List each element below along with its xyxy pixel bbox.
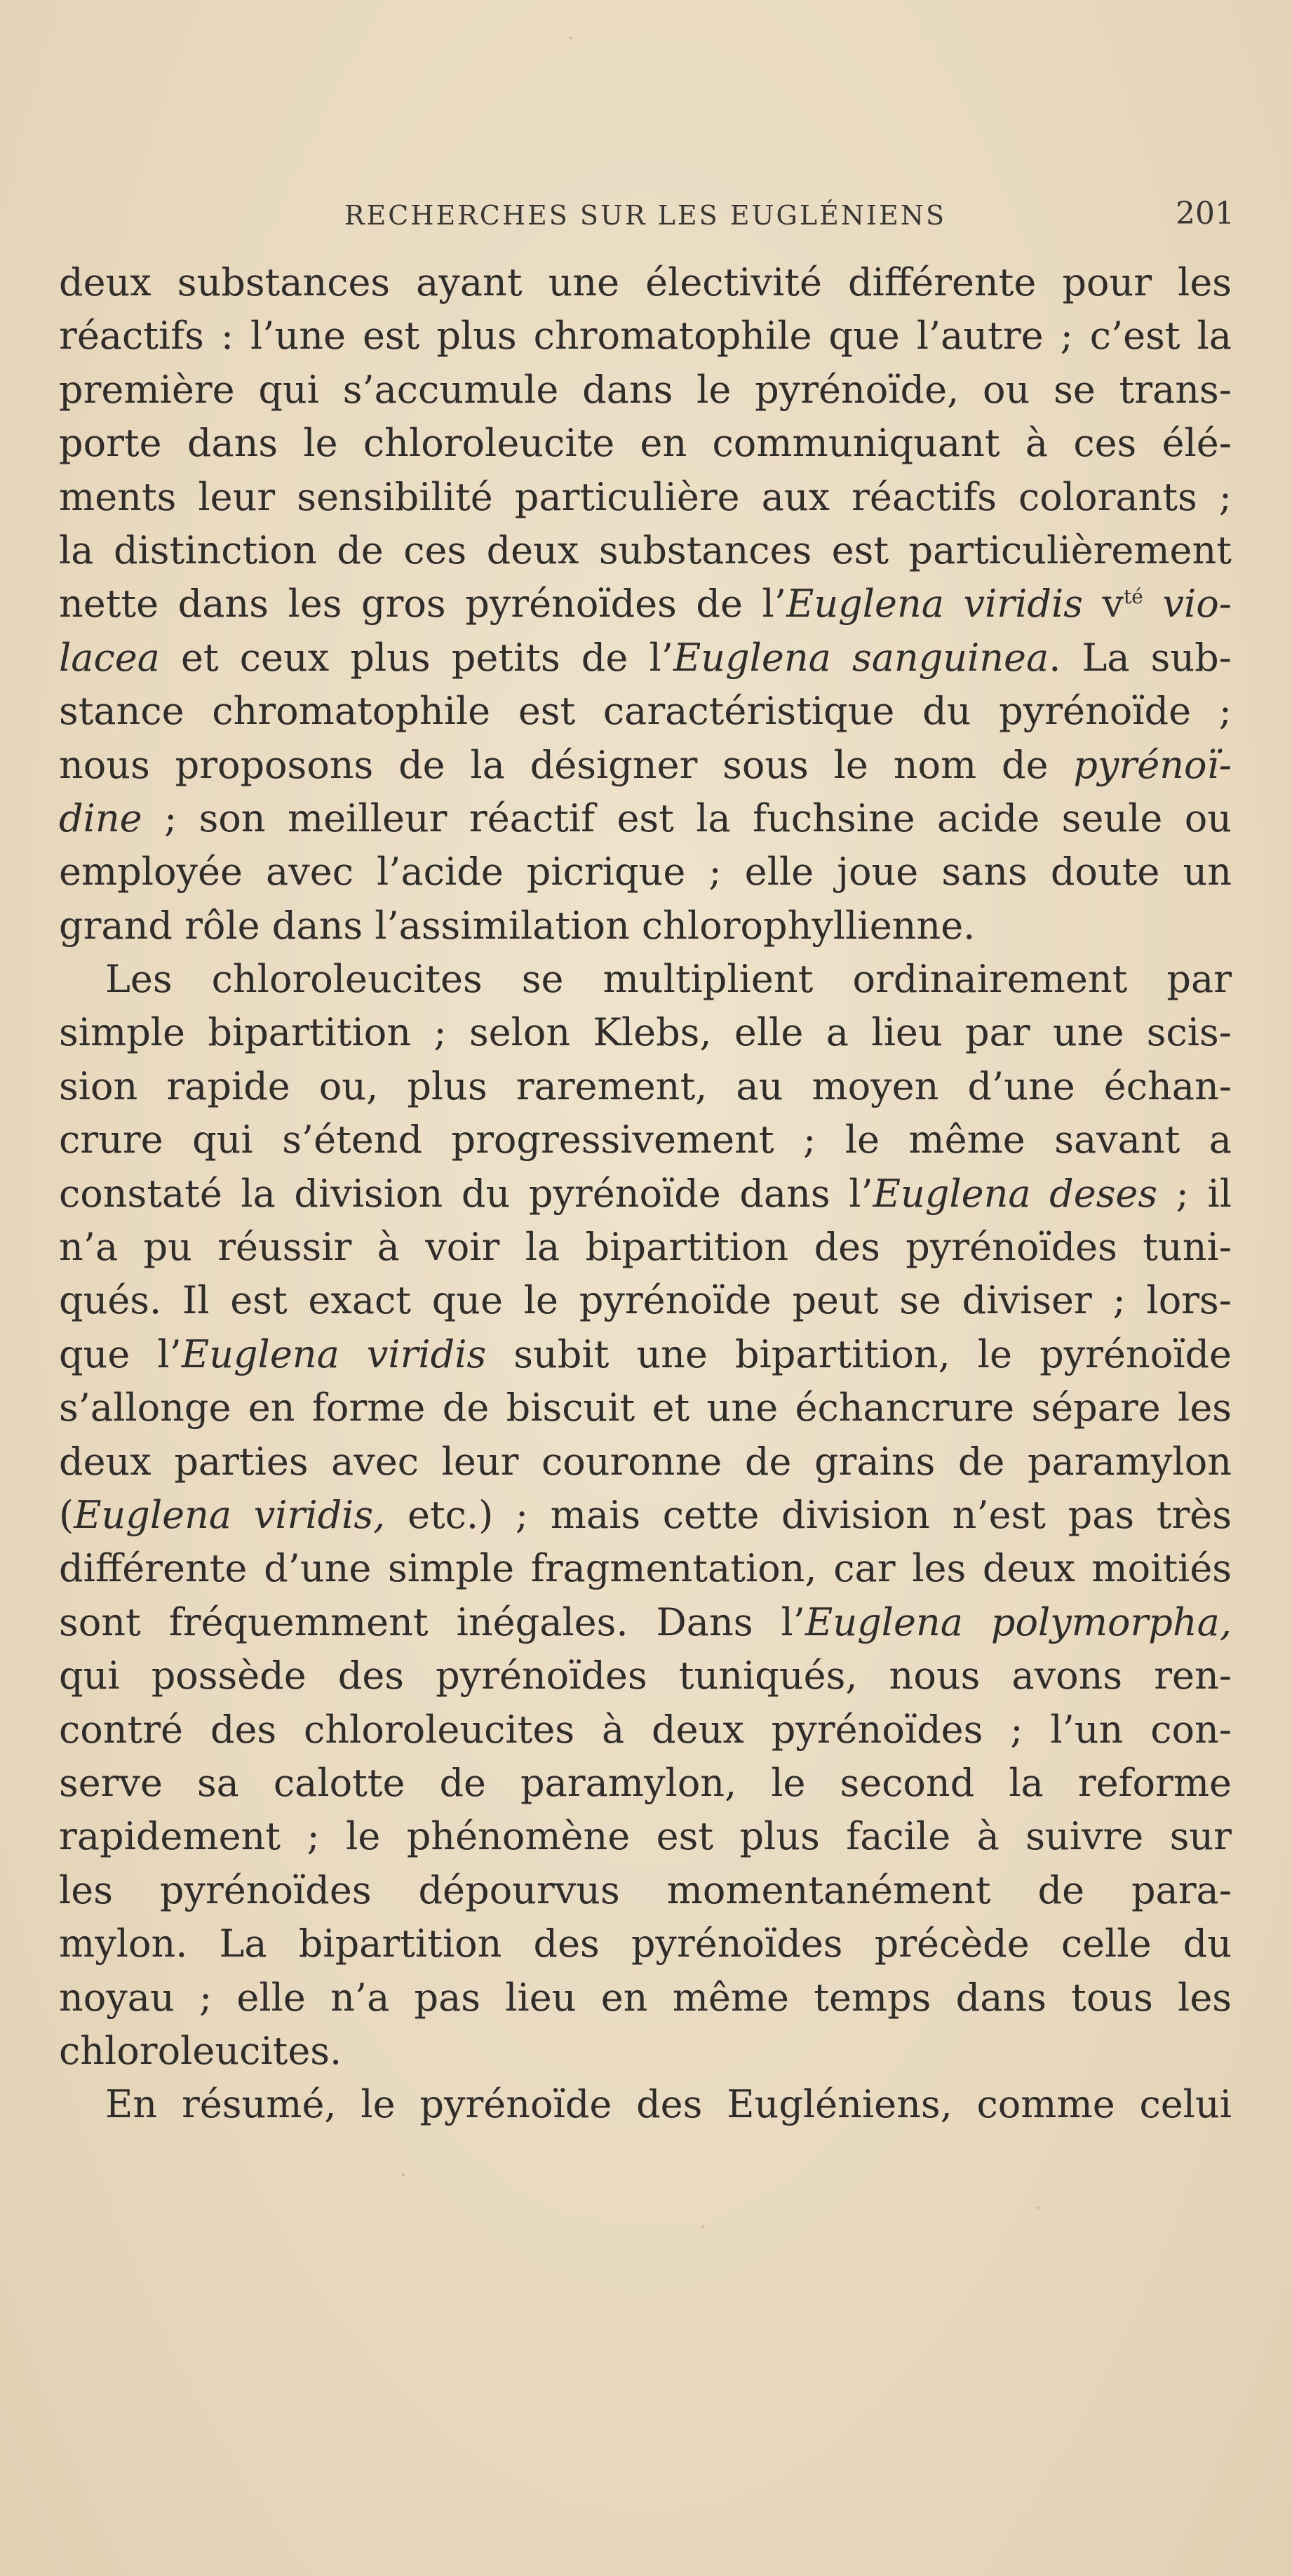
text-run: En résumé, le pyrénoïde des Eugléniens, comme celui [105, 2082, 1232, 2127]
text-line [59, 631, 1232, 685]
text-run: . La sub- [1049, 635, 1232, 680]
page-number: 201 [1176, 196, 1234, 232]
italic-term: dine [59, 796, 142, 840]
text-run: deux parties avec leur couronne de grains de paramylon [59, 1439, 1232, 1484]
text-line [59, 1971, 1232, 2025]
text-line [59, 1489, 1232, 1542]
text-run [1143, 582, 1163, 626]
text-run: crure qui s’étend progressivement ; le même savant a [59, 1118, 1232, 1162]
text-run: contré des chloroleucites à deux pyrénoïdes ; l’un con- [59, 1707, 1232, 1752]
text-line [59, 845, 1232, 899]
text-line [59, 417, 1232, 470]
text-line [59, 1274, 1232, 1327]
paper-speck [570, 36, 572, 39]
text-line [59, 1703, 1232, 1757]
italic-term: lacea [59, 635, 160, 680]
italic-term: pyrénoï- [1073, 742, 1232, 787]
text-run: ; son meilleur réactif est la fuchsine acide seule ou [142, 796, 1232, 840]
text-run: noyau ; elle n’a pas lieu en même temps dans tous les [59, 1975, 1232, 2020]
text-line [59, 1757, 1232, 1810]
text-line [59, 1810, 1232, 1863]
text-line [59, 1381, 1232, 1435]
text-run: stance chromatophile est caractéristique du pyrénoïde ; [59, 689, 1232, 734]
text-run: que l’ [59, 1331, 182, 1376]
text-run: et ceux plus petits de l’ [159, 635, 673, 680]
text-line [59, 2025, 1232, 2078]
text-line [59, 1864, 1232, 1917]
text-run: qués. Il est exact que le pyrénoïde peut se diviser ; lors- [59, 1278, 1232, 1323]
italic-term: Euglena viridis, [74, 1492, 386, 1537]
text-run: subit une bipartition, le pyrénoïde [486, 1331, 1232, 1376]
text-run: constaté la division du pyrénoïde dans l’ [59, 1171, 873, 1216]
text-line [59, 685, 1232, 738]
paper-speck [402, 2173, 405, 2176]
text-line [59, 309, 1232, 363]
text-run: réactifs : l’une est plus chromatophile que l’autre ; c’est la [59, 314, 1232, 358]
body-text [59, 256, 1232, 2132]
text-run: sont fréquemment inégales. Dans l’ [59, 1599, 805, 1644]
text-line [59, 1113, 1232, 1167]
text-run: serve sa calotte de paramylon, le second la reforme [59, 1760, 1232, 1805]
italic-term: Euglena viridis [786, 582, 1083, 626]
text-line [59, 363, 1232, 417]
text-run: sion rapide ou, plus rarement, au moyen d’une échan- [59, 1064, 1232, 1108]
text-run: s’allonge en forme de biscuit et une échancrure sépare les [59, 1386, 1232, 1430]
text-run: ; il [1157, 1171, 1232, 1216]
text-line [59, 1649, 1232, 1703]
text-line [59, 739, 1232, 792]
text-line [59, 1917, 1232, 1971]
text-run: rapidement ; le phénomène est plus facile à suivre sur [59, 1814, 1232, 1859]
text-line [59, 1006, 1232, 1059]
superscript: té [1124, 585, 1143, 609]
text-line [59, 577, 1232, 631]
text-line [59, 1328, 1232, 1381]
text-line [59, 524, 1232, 577]
text-line [59, 2078, 1232, 2131]
text-run: nette dans les gros pyrénoïdes de l’ [59, 582, 786, 626]
italic-term: Euglena deses [873, 1171, 1158, 1216]
italic-term: Euglena sanguinea [673, 635, 1049, 680]
text-run: ments leur sensibilité particulière aux réactifs colorants ; [59, 474, 1232, 519]
paper-speck [701, 2225, 704, 2228]
text-run: n’a pu réussir à voir la bipartition des pyrénoïdes tuni- [59, 1225, 1232, 1270]
italic-term: Euglena polymorpha, [805, 1599, 1232, 1644]
text-run: employée avec l’acide picrique ; elle joue sans doute un [59, 850, 1232, 894]
text-run: les pyrénoïdes dépourvus momentanément de para- [59, 1867, 1232, 1912]
text-run: simple bipartition ; selon Klebs, elle a lieu par une scis- [59, 1010, 1232, 1055]
text-run: v [1082, 582, 1124, 626]
text-run: porte dans le chloroleucite en communiquant à ces élé- [59, 421, 1232, 466]
text-line [59, 256, 1232, 309]
text-line [59, 1060, 1232, 1113]
text-run: ( [59, 1492, 74, 1537]
running-head [56, 196, 1234, 242]
text-run: Les chloroleucites se multiplient ordinairement par [105, 957, 1232, 1002]
paper-speck [1037, 2206, 1039, 2209]
text-run: première qui s’accumule dans le pyrénoïde, ou se trans- [59, 367, 1232, 412]
text-line [59, 1167, 1232, 1221]
text-run: etc.) ; mais cette division n’est pas très [385, 1492, 1232, 1537]
text-line [59, 899, 1232, 953]
text-run: qui possède des pyrénoïdes tuniqués, nous avons ren- [59, 1653, 1232, 1698]
running-title: RECHERCHES SUR LES EUGLÉNIENS [344, 200, 947, 231]
text-run: chloroleucites. [59, 2028, 342, 2073]
text-line [59, 471, 1232, 524]
text-line [59, 1542, 1232, 1595]
text-line [59, 1221, 1232, 1274]
text-run: mylon. La bipartition des pyrénoïdes précède celle du [59, 1921, 1232, 1966]
italic-term: vio- [1162, 582, 1232, 626]
text-run: grand rôle dans l’assimilation chlorophyllienne. [59, 903, 976, 948]
italic-term: Euglena viridis [181, 1331, 487, 1376]
text-line [59, 953, 1232, 1006]
text-line [59, 792, 1232, 845]
text-run: nous proposons de la désigner sous le nom de [59, 742, 1074, 787]
text-line [59, 1435, 1232, 1489]
text-run: deux substances ayant une électivité différente pour les [59, 260, 1232, 304]
text-run: la distinction de ces deux substances est particulièrement [59, 528, 1232, 572]
text-line [59, 1596, 1232, 1649]
text-run: différente d’une simple fragmentation, car les deux moitiés [59, 1546, 1232, 1591]
